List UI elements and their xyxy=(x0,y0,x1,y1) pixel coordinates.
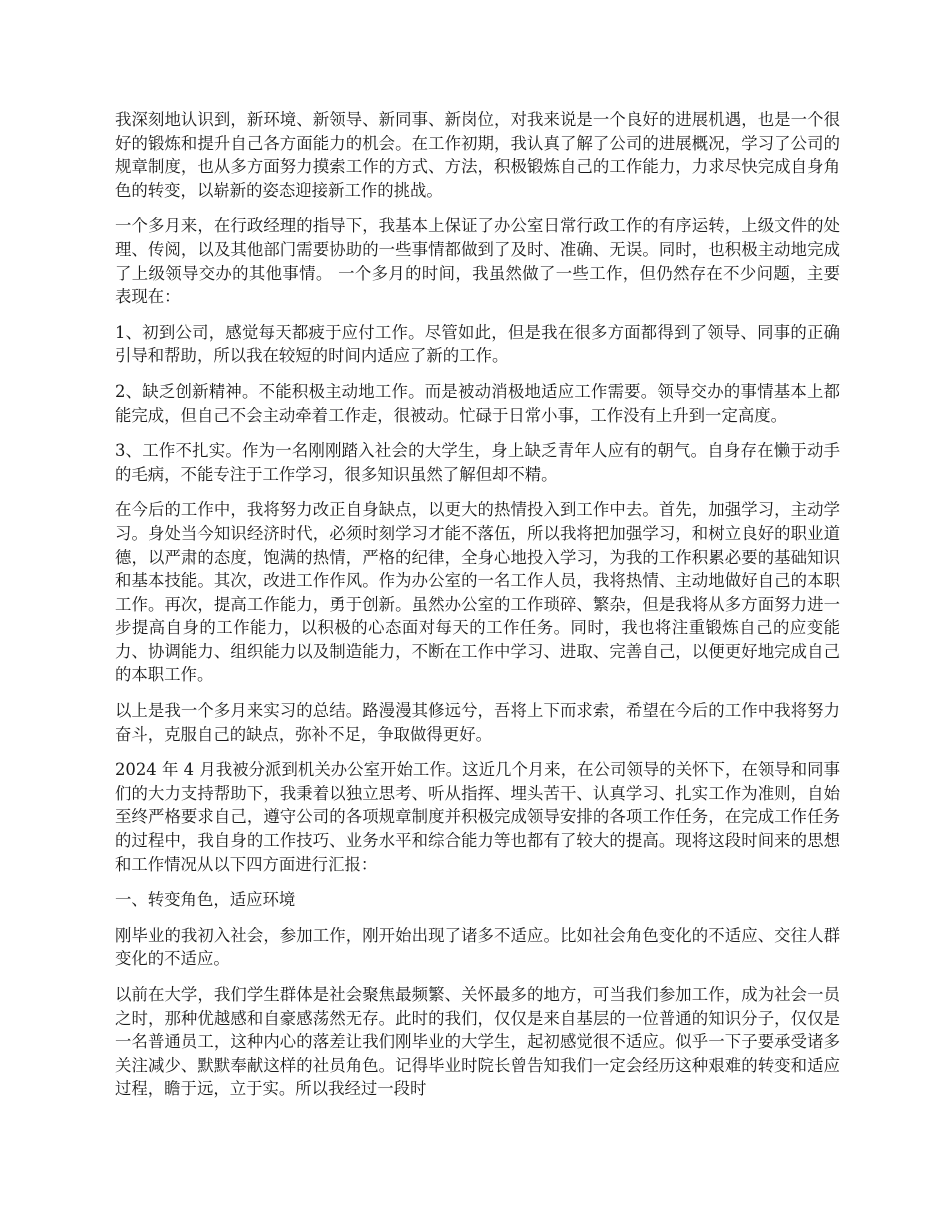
paragraph-intro: 我深刻地认识到，新环境、新领导、新同事、新岗位，对我来说是一个良好的进展机遇，也是一个很好的锻炼和提升自己各方面能力的机会。在工作初期，我认真了解了公司的进展概况，学习了公司的规章制度，也从多方面努力摸索工作的方式、方法，积极锻炼自己的工作能力，力求尽快完成自身角色的转变，以崭新的姿态迎接新工作的挑战。 xyxy=(115,110,840,200)
paragraph-report-intro: 2024 年 4 月我被分派到机关办公室开始工作。这近几个月来，在公司领导的关怀下，在领导和同事们的大力支持帮助下，我秉着以独立思考、听从指挥、埋头苦干、认真学习、扎实工作为准则，自始至终严格要求自己，遵守公司的各项规章制度并积极完成领导安排的各项工作任务，在完成工作任务的过程中，我自身的工作技巧、业务水平和综合能力等也都有了较大的提高。现将这段时间来的思想和工作情况从以下四方面进行汇报： xyxy=(115,760,840,874)
paragraph-month-summary: 一个多月来，在行政经理的指导下，我基本上保证了办公室日常行政工作的有序运转，上级文件的处理、传阅，以及其他部门需要协助的一些事情都做到了及时、准确、无误。同时，也积极主动地完成了上级领导交办的其他事情。 一个多月的时间，我虽然做了一些工作，但仍然存在不少问题，主要表现在： xyxy=(115,216,840,307)
paragraph-conclusion: 以上是我一个多月来实习的总结。路漫漫其修远兮，吾将上下而求索，希望在今后的工作中我将努力奋斗，克服自己的缺点，弥补不足，争取做得更好。 xyxy=(115,701,840,744)
section-heading-role-change: 一、转变角色，适应环境 xyxy=(115,890,296,910)
paragraph-improvement-plan: 在今后的工作中，我将努力改正自身缺点，以更大的热情投入到工作中去。首先，加强学习，主动学习。身处当今知识经济时代，必须时刻学习才能不落伍，所以我将把加强学习，和树立良好的职业道德，以严肃的态度，饱满的热情，严格的纪律，全身心地投入学习，为我的工作积累必要的基础知识和基本技能。其次，改进工作作风。作为办公室的一名工作人员，我将热情、主动地做好自己的本职工作。再次，提高工作能力，勇于创新。虽然办公室的工作琐碎、繁杂，但是我将从多方面努力进一步提高自身的工作能力，以积极的心态面对每天的工作任务。同时，我也将注重锻炼自己的应变能力、协调能力、组织能力以及制造能力，不断在工作中学习、进取、完善自己，以便更好地完成自己的本职工作。 xyxy=(115,500,840,685)
paragraph-adaptation: 刚毕业的我初入社会，参加工作，刚开始出现了诸多不适应。比如社会角色变化的不适应、交往人群变化的不适应。 xyxy=(115,925,840,969)
document-body xyxy=(115,108,840,1113)
paragraph-problem-1: 1、初到公司，感觉每天都疲于应付工作。尽管如此，但是我在很多方面都得到了领导、同事的正确引导和帮助，所以我在较短的时间内适应了新的工作。 xyxy=(115,322,840,366)
paragraph-problem-2: 2、缺乏创新精神。不能积极主动地工作。而是被动消极地适应工作需要。领导交办的事情基本上都能完成，但自己不会主动牵着工作走，很被动。忙碌于日常小事，工作没有上升到一定高度。 xyxy=(115,381,840,425)
paragraph-university-comparison: 以前在大学，我们学生群体是社会聚焦最频繁、关怀最多的地方，可当我们参加工作，成为社会一员之时，那种优越感和自豪感荡然无存。此时的我们，仅仅是来自基层的一位普通的知识分子，仅仅是一名普通员工，这种内心的落差让我们刚毕业的大学生，起初感觉很不适应。似乎一下子要承受诸多关注减少、默默奉献这样的社员角色。记得毕业时院长曾告知我们一定会经历这种艰难的转变和适应过程，瞻于远，立于实。所以我经过一段时 xyxy=(115,985,840,1099)
paragraph-problem-3: 3、工作不扎实。作为一名刚刚踏入社会的大学生，身上缺乏青年人应有的朝气。自身存在懒于动手的毛病，不能专注于工作学习，很多知识虽然了解但却不精。 xyxy=(115,441,840,484)
